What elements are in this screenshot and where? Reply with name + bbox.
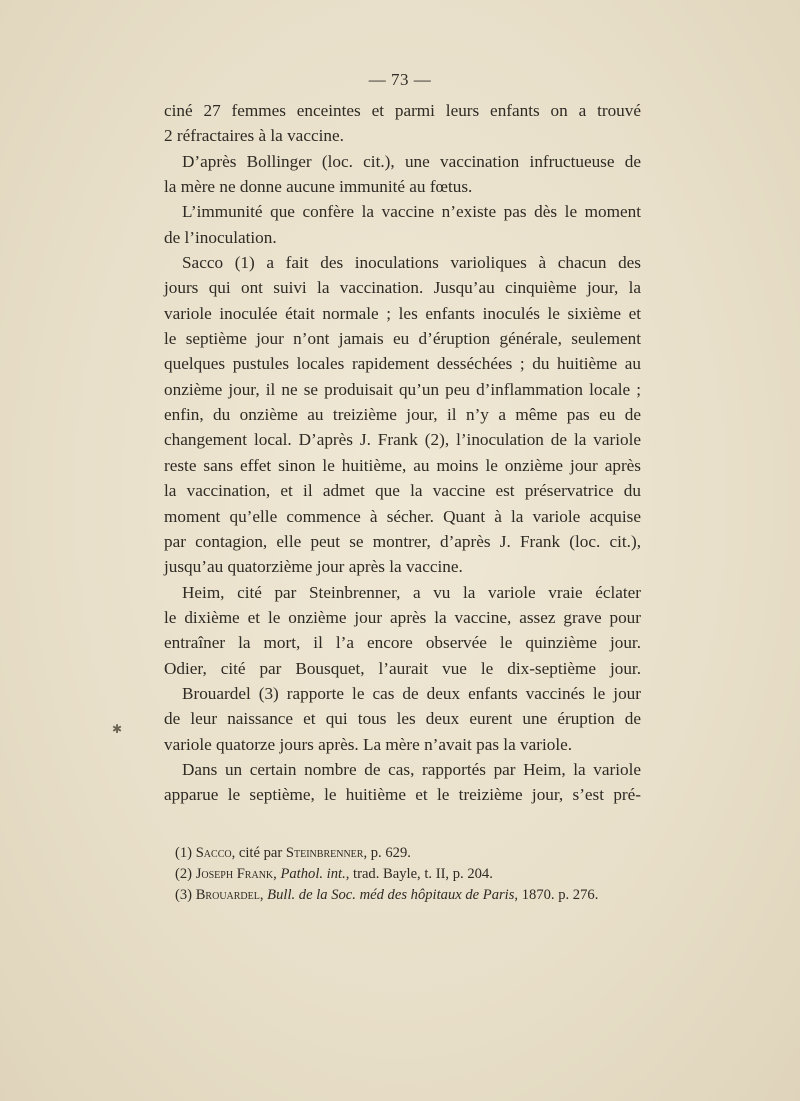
footnote-1 <box>175 843 645 864</box>
footnote-text: , p. 629. <box>363 845 411 861</box>
footnote-2 <box>175 864 645 885</box>
text-line: Heim, cité par Steinbrenner, a vu la variole vraie éclater <box>182 582 641 602</box>
text-line: moment qu’elle commence à sécher. Quant à la variole acquise <box>164 506 641 526</box>
footnote-author: Steinbrenner <box>285 845 364 861</box>
footnote-mark: (3) <box>175 887 193 903</box>
text-line: jours qui ont suivi la vaccination. Jusqu’au cinquième jour, la <box>164 278 641 298</box>
footnote-author: Joseph Frank <box>195 866 274 882</box>
text-line: le septième jour n’ont jamais eu d’éruption générale, seulement <box>164 329 641 349</box>
text-line: onzième jour, il ne se produisait qu’un peu d’inflammation locale ; <box>164 379 641 399</box>
text-line: D’après Bollinger (loc. cit.), une vaccination infructueuse de <box>182 151 641 171</box>
body-text <box>164 98 641 808</box>
text-line: de leur naissance et qui tous les deux eurent une éruption de <box>164 709 641 729</box>
text-line: variole inoculée était normale ; les enfants inoculés le sixième et <box>164 303 641 323</box>
footnote-mark: (1) <box>175 845 193 861</box>
footnote-text: , 1870. p. 276. <box>514 887 599 903</box>
footnote-author: Sacco <box>195 845 232 861</box>
text-line: par contagion, elle peut se montrer, d’après J. Frank (loc. cit.), <box>164 531 641 551</box>
text-line: 2 réfractaires à la vaccine. <box>164 126 344 146</box>
text-line: Odier, cité par Bousquet, l’aurait vue le dix-septième jour. <box>164 658 641 678</box>
text-line: la vaccination, et il admet que la vaccine est préservatrice du <box>164 481 641 501</box>
text-line: apparue le septième, le huitième et le treizième jour, s’est pré- <box>164 785 641 805</box>
text-line: le dixième et le onzième jour après la vaccine, assez grave pour <box>164 607 641 627</box>
text-line: entraîner la mort, il l’a encore observée le quinzième jour. <box>164 633 641 653</box>
text-line: ciné 27 femmes enceintes et parmi leurs enfants on a trouvé <box>164 101 641 120</box>
footnote-author: Brouardel <box>195 887 260 903</box>
text-line: quelques pustules locales rapidement desséchées ; du huitième au <box>164 354 641 374</box>
footnote-mark: (2) <box>175 866 193 882</box>
footnote-text: , cité par <box>231 845 286 861</box>
footnote-title: Bull. de la Soc. méd des hôpitaux de Paris <box>267 887 515 903</box>
text-line: changement local. D’après J. Frank (2), l’inoculation de la variole <box>164 430 641 450</box>
text-line: Dans un certain nombre de cas, rapportés par Heim, la variole <box>182 759 641 779</box>
text-line: de l’inoculation. <box>164 227 277 247</box>
text-line: L’immunité que confère la vaccine n’existe pas dès le moment <box>182 202 641 222</box>
text-line: jusqu’au quatorzième jour après la vaccine. <box>164 557 463 577</box>
footnote-title: Pathol. int. <box>280 866 346 882</box>
footnote-text: , <box>273 866 281 882</box>
text-line: Brouardel (3) rapporte le cas de deux enfants vaccinés le jour <box>182 683 641 703</box>
footnote-text: , <box>259 887 268 903</box>
footnotes <box>175 843 645 906</box>
text-line: Sacco (1) a fait des inoculations varioliques à chacun des <box>182 253 641 273</box>
text-line: variole quatorze jours après. La mère n’avait pas la variole. <box>164 734 573 754</box>
text-line: enfin, du onzième au treizième jour, il n’y a même pas eu de <box>164 405 641 425</box>
text-line: la mère ne donne aucune immunité au fœtus. <box>164 177 473 197</box>
ink-speck-icon: ✱ <box>112 722 123 736</box>
page-number: — 73 — <box>368 70 432 89</box>
footnote-3 <box>175 885 645 906</box>
text-line: reste sans effet sinon le huitième, au moins le onzième jour après <box>164 455 641 475</box>
footnote-text: , trad. Bayle, t. II, p. 204. <box>345 866 493 882</box>
